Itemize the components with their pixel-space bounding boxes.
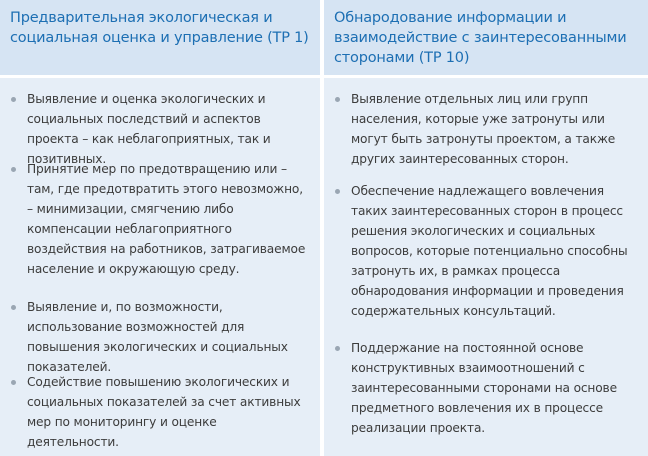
list-item-text: Выявление отдельных лиц или групп населения, которые уже затронуты или могут быть затронуты проектом, а также других заинтересованных сторон. [351,92,616,166]
column-header-tp1 [0,0,320,78]
bullet-icon [11,97,16,102]
list-item-text: Обеспечение надлежащего вовлечения таких заинтересованных сторон в процесс решения экологических и социальных вопросов, которые потенциально способны затронуть их, в рамках процесса обнародования информации и проведения содержательных консультаций. [351,184,628,318]
list-item-text: Поддержание на постоянной основе конструктивных взаимоотношений с заинтересованными сторонами на основе предметного вовлечения их в процессе реализации проекта. [351,341,617,435]
bullet-icon [11,380,16,385]
list-item-text: Содействие повышению экологических и социальных показателей за счет активных мер по мониторингу и оценке деятельности. [27,375,301,449]
bullet-icon [335,97,340,102]
column-items-tp1 [0,78,320,456]
column-tp10 [324,0,648,456]
column-items-tp10 [324,78,648,456]
bullet-icon [11,167,16,172]
bullet-icon [11,305,16,310]
column-title-tp1: Предварительная экологическая и социальная оценка и управление (ТР 1) [10,10,309,46]
column-title-tp10: Обнародование информации и взаимодействие с заинтересованными сторонами (ТР 10) [334,10,627,66]
list-item-text: Выявление и оценка экологических и социальных последствий и аспектов проекта – как неблагоприятных, так и позитивных. [27,92,271,166]
column-header-tp10 [324,0,648,78]
list-item-text: Выявление и, по возможности, использование возможностей для повышения экологических и социальных показателей. [27,300,288,374]
bullet-icon [335,346,340,351]
column-tp1 [0,0,320,456]
bullet-icon [335,189,340,194]
list-item-text: Принятие мер по предотвращению или – там, где предотвратить этого невозможно, – минимизации, смягчению либо компенсации неблагоприятного воздействия на работников, затрагиваемое население и окружающую среду. [27,162,306,276]
